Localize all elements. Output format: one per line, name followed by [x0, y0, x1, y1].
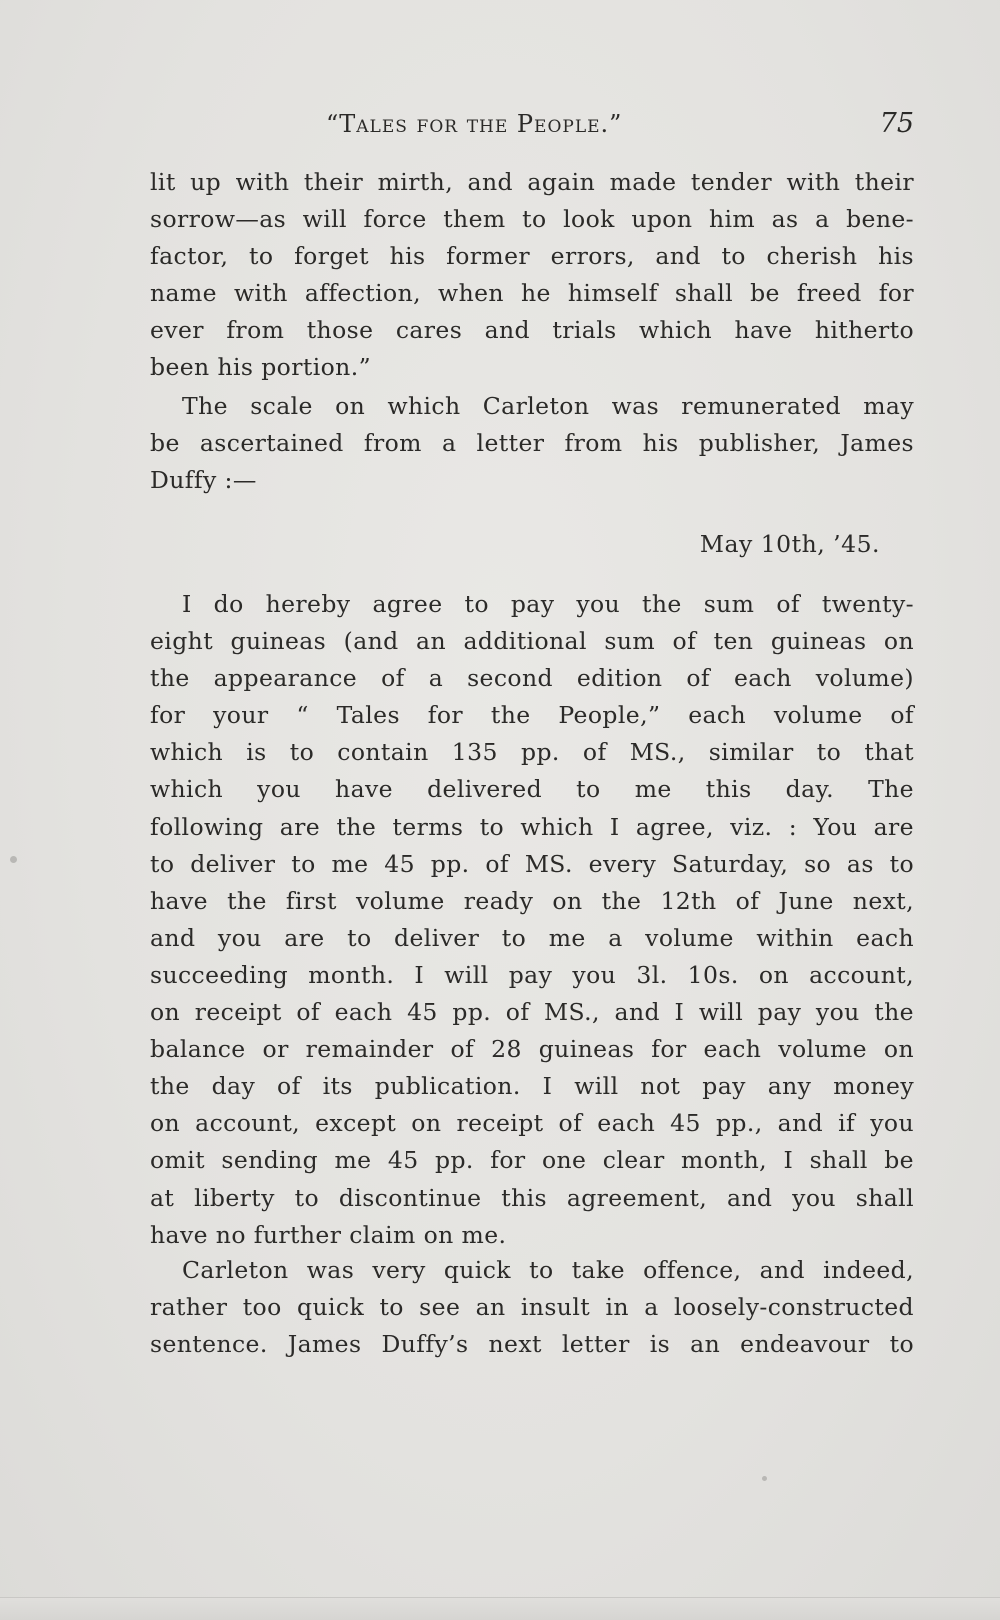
text-line: and you are to deliver to me a volume within each	[150, 923, 914, 952]
text-line: which is to contain 135 pp. of MS., similar to that	[150, 738, 914, 767]
paragraph-4	[150, 1252, 914, 1363]
text-line: the appearance of a second edition of each volume)	[150, 664, 914, 693]
text-line: succeeding month. I will pay you 3l. 10s. on account,	[150, 960, 914, 989]
text-line: have the first volume ready on the 12th of June next,	[150, 886, 914, 915]
text-line: eight guineas (and an additional sum of ten guineas on	[150, 627, 914, 656]
text-line: been his portion.”	[150, 353, 371, 382]
text-line: Carleton was very quick to take offence, and indeed,	[182, 1256, 914, 1284]
text-line: rather too quick to see an insult in a loosely-constructed	[150, 1293, 914, 1322]
text-line: omit sending me 45 pp. for one clear month, I shall be	[150, 1146, 914, 1175]
text-line: have no further claim on me.	[150, 1220, 507, 1249]
text-line: ever from those cares and trials which have hitherto	[150, 316, 914, 345]
page-header	[150, 104, 920, 144]
text-line: at liberty to discontinue this agreement, and you shall	[150, 1183, 914, 1212]
page-number: 75	[879, 108, 914, 139]
paragraph-2	[150, 388, 914, 499]
text-line: sentence. James Duffy’s next letter is an endeavour to	[150, 1330, 914, 1359]
text-line: balance or remainder of 28 guineas for each volume on	[150, 1035, 914, 1064]
running-head: “Tales for the People.”	[326, 110, 623, 138]
paper-speck	[10, 856, 17, 863]
text-line: on account, except on receipt of each 45 pp., and if you	[150, 1109, 914, 1138]
text-line: Duffy :—	[150, 466, 257, 495]
text-line: following are the terms to which I agree, viz. : You are	[150, 812, 914, 841]
text-line: be ascertained from a letter from his publisher, James	[150, 429, 914, 458]
text-line: name with affection, when he himself shall be freed for	[150, 279, 914, 308]
paragraph-1	[150, 164, 914, 387]
text-line: for your “ Tales for the People,” each volume of	[150, 701, 914, 730]
text-line: factor, to forget his former errors, and to cherish his	[150, 242, 914, 271]
text-line: the day of its publication. I will not pay any money	[150, 1072, 914, 1101]
text-line: sorrow—as will force them to look upon him as a bene-	[150, 205, 914, 234]
text-line: The scale on which Carleton was remunerated may	[182, 392, 914, 420]
text-line: to deliver to me 45 pp. of MS. every Saturday, so as to	[150, 849, 914, 878]
letter-dateline: May 10th, ’45.	[699, 530, 880, 558]
text-line: which you have delivered to me this day. The	[150, 775, 914, 804]
letter-body	[150, 586, 914, 1254]
text-line: I do hereby agree to pay you the sum of twenty-	[182, 590, 914, 618]
paper-speck	[762, 1476, 767, 1481]
page-bottom-edge	[0, 1597, 1000, 1620]
text-line: on receipt of each 45 pp. of MS., and I will pay you the	[150, 998, 914, 1027]
text-line: lit up with their mirth, and again made tender with their	[150, 168, 914, 196]
